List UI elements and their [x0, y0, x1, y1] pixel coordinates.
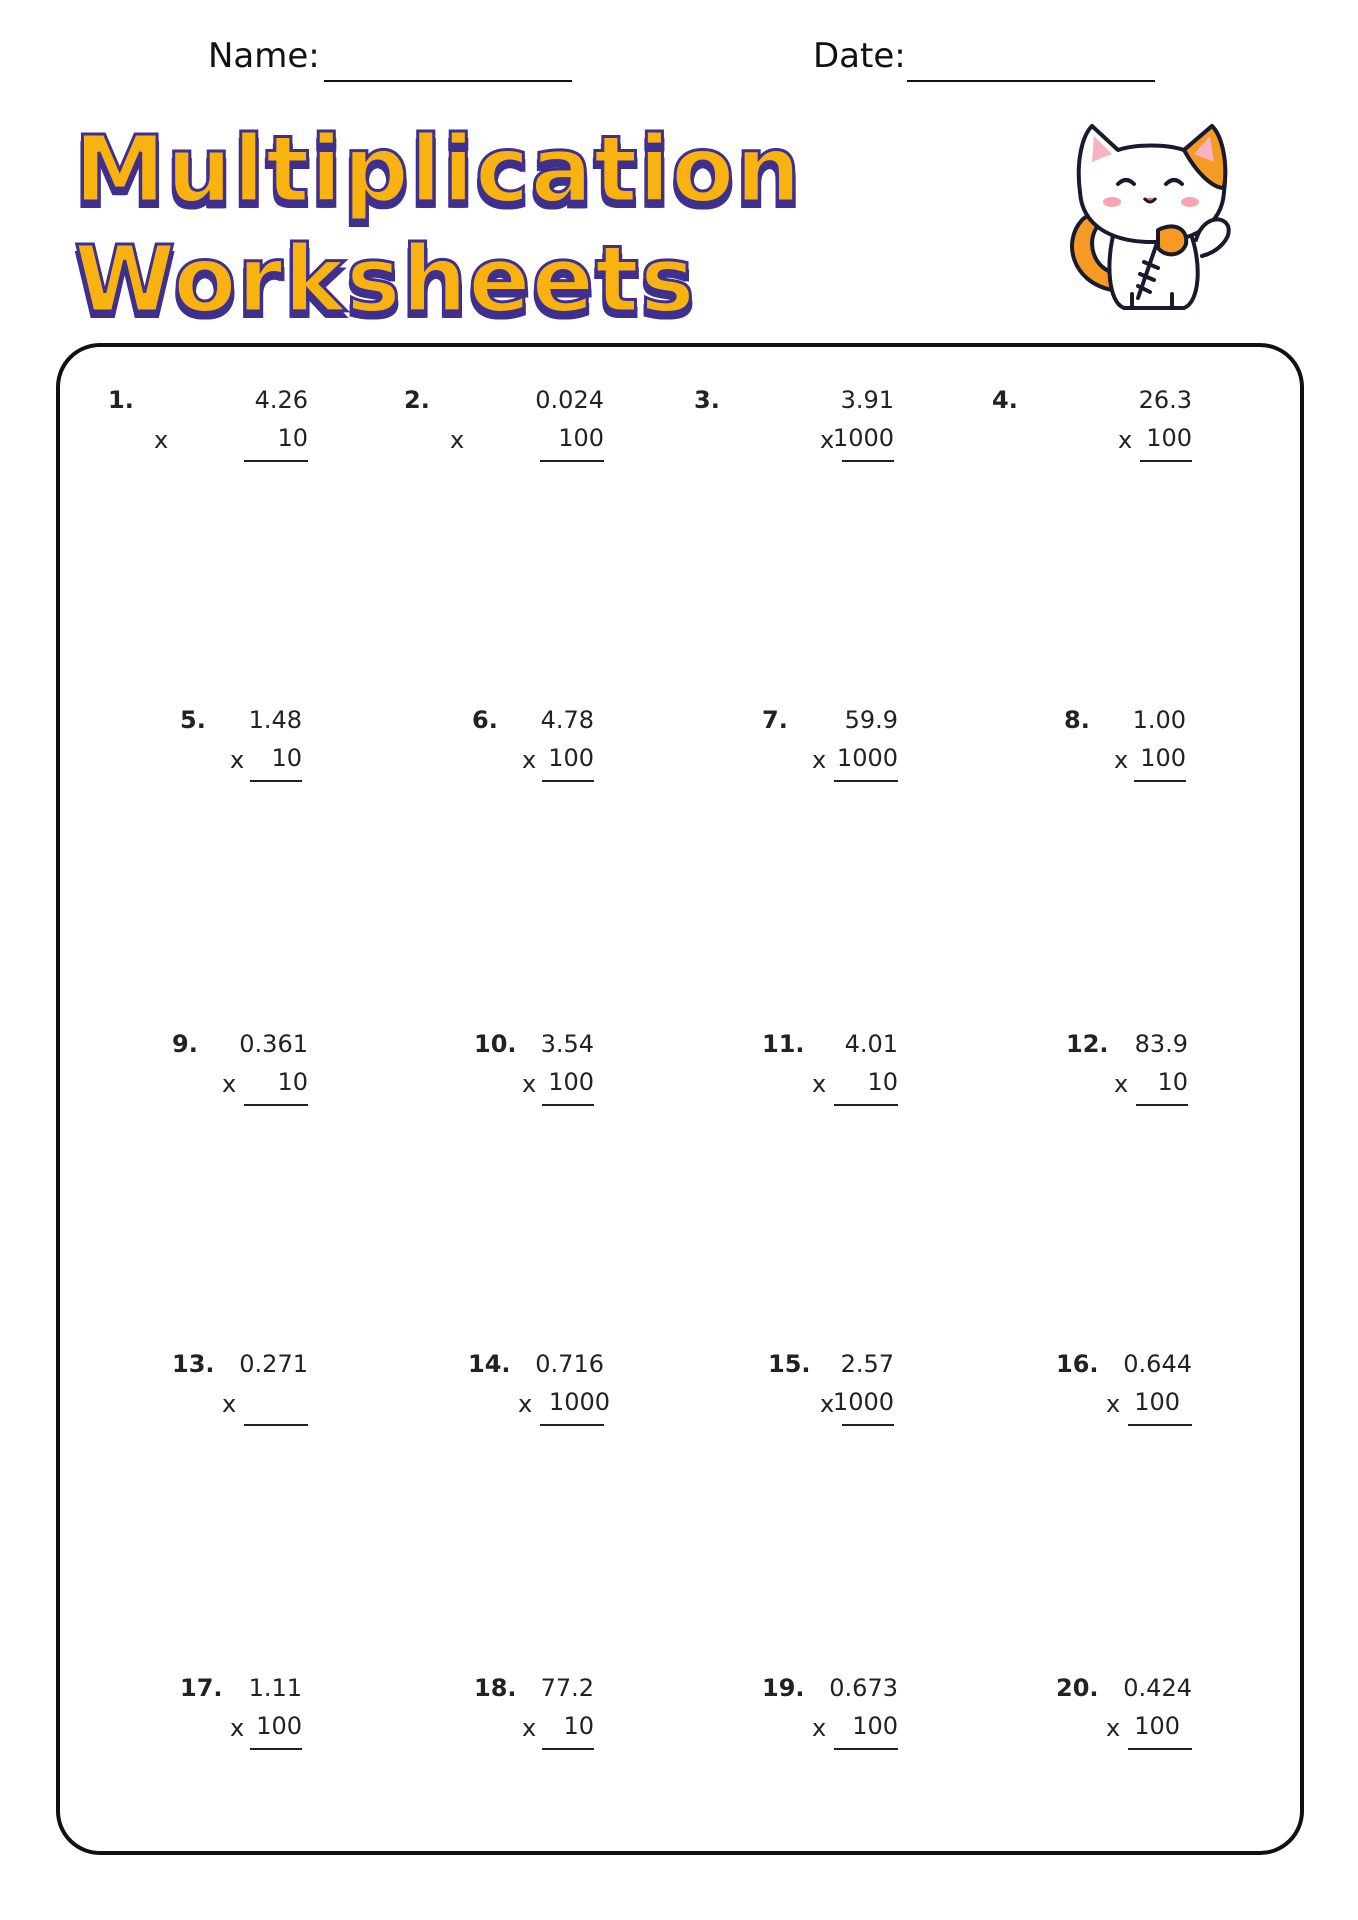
cat-illustration: [1062, 122, 1242, 318]
times-sign: x: [230, 1714, 245, 1742]
multiplicand: 26.3: [1138, 386, 1192, 414]
answer-line[interactable]: [250, 780, 302, 782]
name-label: Name:: [208, 36, 320, 76]
answer-line[interactable]: [842, 1424, 894, 1426]
answer-line[interactable]: [842, 460, 894, 462]
multiplicand: 4.78: [540, 706, 594, 734]
problem-number: 3.: [694, 386, 720, 414]
problem-number: 11.: [762, 1030, 805, 1058]
answer-line[interactable]: [244, 1104, 308, 1106]
problem-number: 5.: [180, 706, 206, 734]
title-line-1: Multiplication: [74, 116, 802, 223]
times-sign: x: [222, 1070, 237, 1098]
problem-13[interactable]: [108, 1350, 308, 1440]
multiplier: 1000: [832, 424, 894, 452]
problem-number: 7.: [762, 706, 788, 734]
multiplicand: 1.11: [248, 1674, 302, 1702]
problem-12[interactable]: [988, 1030, 1188, 1120]
problem-4[interactable]: [992, 386, 1192, 476]
times-sign: x: [450, 426, 465, 454]
multiplier: 100: [1134, 1388, 1180, 1416]
times-sign: x: [812, 1070, 827, 1098]
multiplicand: 0.424: [1123, 1674, 1192, 1702]
answer-line[interactable]: [1134, 780, 1186, 782]
multiplier: 100: [1140, 744, 1186, 772]
problem-number: 12.: [1066, 1030, 1109, 1058]
problem-number: 6.: [472, 706, 498, 734]
problem-20[interactable]: [992, 1674, 1192, 1764]
problem-number: 8.: [1064, 706, 1090, 734]
multiplier: 100: [1146, 424, 1192, 452]
problem-1[interactable]: [108, 386, 308, 476]
times-sign: x: [230, 746, 245, 774]
multiplicand: 77.2: [540, 1674, 594, 1702]
problem-14[interactable]: [404, 1350, 610, 1440]
times-sign: x: [222, 1390, 237, 1418]
date-line[interactable]: [907, 80, 1155, 82]
multiplicand: 0.716: [535, 1350, 604, 1378]
problem-15[interactable]: [694, 1350, 894, 1440]
multiplier: 1000: [832, 1388, 894, 1416]
answer-line[interactable]: [1128, 1424, 1192, 1426]
problem-number: 19.: [762, 1674, 805, 1702]
multiplicand: 4.26: [254, 386, 308, 414]
multiplicand: 0.361: [239, 1030, 308, 1058]
answer-line[interactable]: [244, 1424, 308, 1426]
problem-3[interactable]: [694, 386, 894, 476]
times-sign: x: [812, 1714, 827, 1742]
problem-number: 2.: [404, 386, 430, 414]
multiplier: 10: [277, 1068, 308, 1096]
answer-line[interactable]: [834, 780, 898, 782]
times-sign: x: [1118, 426, 1133, 454]
problem-number: 13.: [172, 1350, 215, 1378]
problem-number: 9.: [172, 1030, 198, 1058]
times-sign: x: [1106, 1714, 1121, 1742]
multiplier: 10: [271, 744, 302, 772]
multiplicand: 83.9: [1134, 1030, 1188, 1058]
multiplier: 1000: [836, 744, 898, 772]
times-sign: x: [1106, 1390, 1121, 1418]
multiplier: 100: [256, 1712, 302, 1740]
problem-number: 4.: [992, 386, 1018, 414]
multiplicand: 1.48: [248, 706, 302, 734]
multiplier: 10: [867, 1068, 898, 1096]
multiplicand: 1.00: [1132, 706, 1186, 734]
problem-number: 14.: [468, 1350, 511, 1378]
multiplicand: 0.024: [535, 386, 604, 414]
answer-line[interactable]: [834, 1748, 898, 1750]
problem-16[interactable]: [992, 1350, 1192, 1440]
problem-number: 15.: [768, 1350, 811, 1378]
answer-line[interactable]: [250, 1748, 302, 1750]
date-label: Date:: [813, 36, 906, 76]
multiplier: 10: [277, 424, 308, 452]
problem-number: 20.: [1056, 1674, 1099, 1702]
problem-7[interactable]: [698, 706, 898, 796]
times-sign: x: [1114, 1070, 1129, 1098]
problem-17[interactable]: [102, 1674, 302, 1764]
multiplicand: 0.644: [1123, 1350, 1192, 1378]
problem-8[interactable]: [986, 706, 1186, 796]
multiplicand: 0.271: [239, 1350, 308, 1378]
multiplier: 10: [563, 1712, 594, 1740]
times-sign: x: [820, 426, 835, 454]
answer-line[interactable]: [542, 1748, 594, 1750]
answer-line[interactable]: [542, 780, 594, 782]
problem-2[interactable]: [404, 386, 604, 476]
times-sign: x: [522, 1714, 537, 1742]
problem-11[interactable]: [698, 1030, 898, 1120]
multiplicand: 3.54: [540, 1030, 594, 1058]
answer-line[interactable]: [540, 460, 604, 462]
answer-line[interactable]: [1128, 1748, 1192, 1750]
multiplier: 1000: [548, 1388, 610, 1416]
title-line-2: Worksheets: [74, 226, 696, 333]
multiplicand: 2.57: [840, 1350, 894, 1378]
problem-6[interactable]: [394, 706, 594, 796]
times-sign: x: [522, 1070, 537, 1098]
times-sign: x: [812, 746, 827, 774]
multiplier: 100: [548, 1068, 594, 1096]
multiplier: 100: [548, 744, 594, 772]
problem-18[interactable]: [394, 1674, 594, 1764]
times-sign: x: [154, 426, 169, 454]
problem-9[interactable]: [108, 1030, 308, 1120]
problem-number: 18.: [474, 1674, 517, 1702]
answer-line[interactable]: [1140, 460, 1192, 462]
answer-line[interactable]: [1136, 1104, 1188, 1106]
problem-number: 1.: [108, 386, 134, 414]
multiplicand: 4.01: [844, 1030, 898, 1058]
multiplier: 10: [1157, 1068, 1188, 1096]
answer-line[interactable]: [244, 460, 308, 462]
problem-number: 10.: [474, 1030, 517, 1058]
multiplicand: 0.673: [829, 1674, 898, 1702]
answer-line[interactable]: [834, 1104, 898, 1106]
problem-number: 16.: [1056, 1350, 1099, 1378]
times-sign: x: [518, 1390, 533, 1418]
problem-19[interactable]: [698, 1674, 898, 1764]
multiplicand: 59.9: [844, 706, 898, 734]
times-sign: x: [522, 746, 537, 774]
multiplicand: 3.91: [840, 386, 894, 414]
problem-number: 17.: [180, 1674, 223, 1702]
problem-5[interactable]: [102, 706, 302, 796]
multiplier: 100: [558, 424, 604, 452]
times-sign: x: [820, 1390, 835, 1418]
name-line[interactable]: [324, 80, 572, 82]
multiplier: 100: [852, 1712, 898, 1740]
multiplier: 100: [1134, 1712, 1180, 1740]
problem-10[interactable]: [394, 1030, 594, 1120]
answer-line[interactable]: [542, 1104, 594, 1106]
times-sign: x: [1114, 746, 1129, 774]
answer-line[interactable]: [540, 1424, 604, 1426]
